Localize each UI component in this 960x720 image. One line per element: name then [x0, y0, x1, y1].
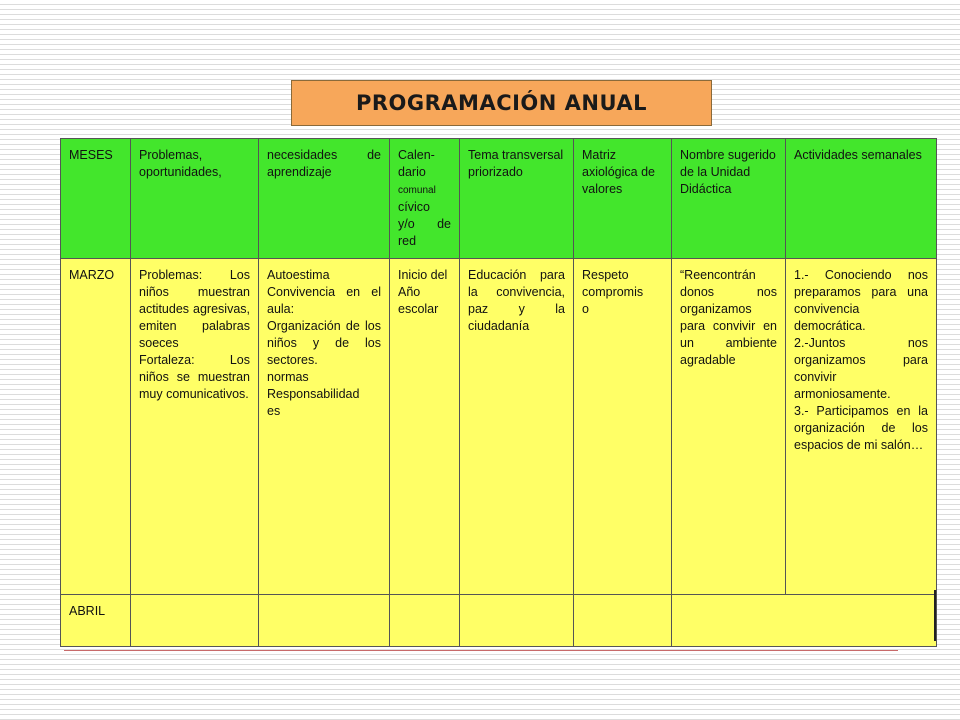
empty-cell	[390, 595, 460, 647]
header-problemas: Problemas, oportunidades,	[131, 139, 259, 259]
header-calendario-line3: cívico y/o de red	[398, 200, 451, 248]
cell-actividades: 1.- Conociendo nos preparamos para una convivencia democrática. 2.-Juntos nos organizamos para convivir armoniosamente. 3.- Participamos en la organización de los espacios de mi salón…	[786, 259, 937, 595]
table-row-abril	[61, 595, 937, 647]
table-header-row	[61, 139, 937, 259]
cell-calendario: Inicio del Año escolar	[390, 259, 460, 595]
cell-tema: Educación para la convivencia, paz y la ciudadanía	[460, 259, 574, 595]
empty-cell	[259, 595, 390, 647]
empty-cell	[672, 595, 937, 647]
header-actividades: Actividades semanales	[786, 139, 937, 259]
empty-cell	[574, 595, 672, 647]
page-title: PROGRAMACIÓN ANUAL	[291, 80, 712, 126]
annual-program-table	[60, 138, 937, 647]
row-month: ABRIL	[61, 595, 131, 647]
divider-line	[64, 650, 898, 651]
table-right-edge	[934, 590, 936, 641]
row-month: MARZO	[61, 259, 131, 595]
header-nombre: Nombre sugerido de la Unidad Didáctica	[672, 139, 786, 259]
cell-nombre: “Reencontrán donos nos organizamos para convivir en un ambiente agradable	[672, 259, 786, 595]
header-meses: MESES	[61, 139, 131, 259]
cell-matriz: Respeto compromis o	[574, 259, 672, 595]
header-tema: Tema transversal priorizado	[460, 139, 574, 259]
header-necesidades: necesidades de aprendizaje	[259, 139, 390, 259]
cell-necesidades: Autoestima Convivencia en el aula: Organización de los niños y de los sectores. normas Responsabilidad es	[259, 259, 390, 595]
cell-problemas: Problemas: Los niños muestran actitudes agresivas, emiten palabras soeces Fortaleza: Los niños se muestran muy comunicativos.	[131, 259, 259, 595]
header-calendario	[390, 139, 460, 259]
header-calendario-line2: comunal	[398, 185, 436, 196]
empty-cell	[131, 595, 259, 647]
empty-cell	[460, 595, 574, 647]
table-row-marzo	[61, 259, 937, 595]
header-calendario-line1: Calen- dario	[398, 148, 435, 179]
header-matriz: Matriz axiológica de valores	[574, 139, 672, 259]
